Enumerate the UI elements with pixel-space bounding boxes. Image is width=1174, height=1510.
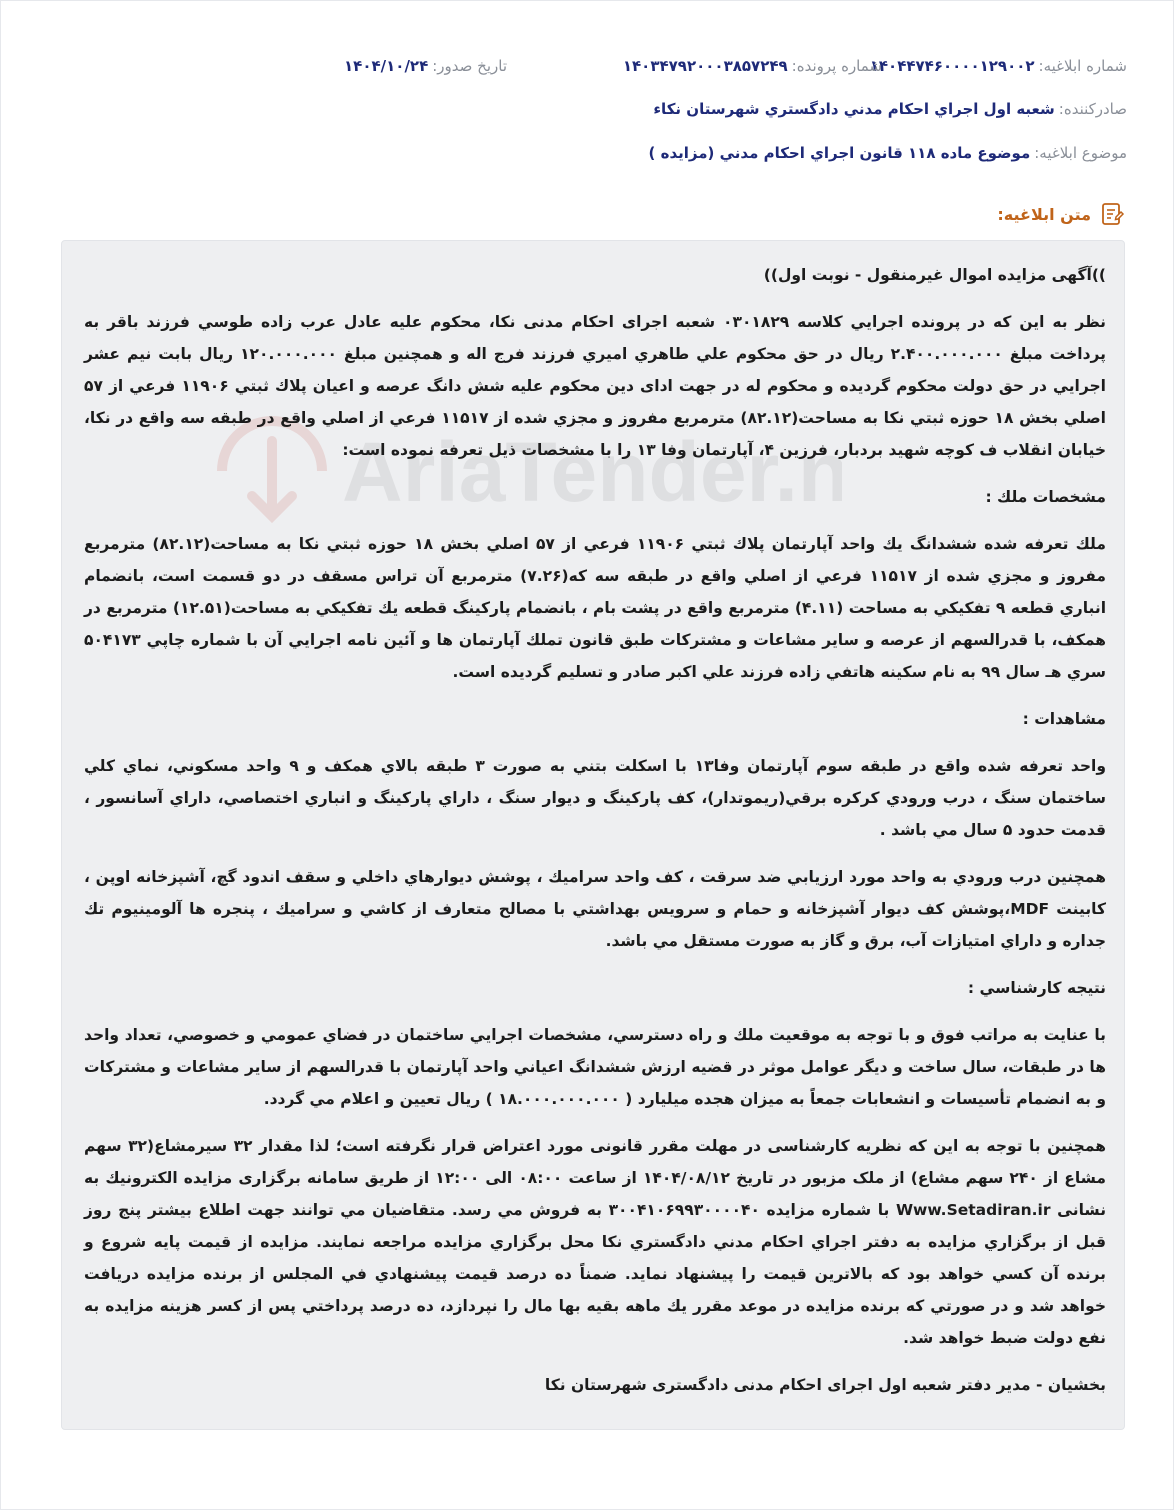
subject-value: موضوع ماده ۱۱۸ قانون اجراي احکام مدني (مزايده ) xyxy=(648,144,1031,162)
issuer-value: شعبه اول اجراي احکام مدني دادگستري شهرستان نکاء xyxy=(653,100,1055,118)
subject-row xyxy=(47,144,1127,162)
expert-result-paragraph: با عنايت به مراتب فوق و با توجه به موقعيت ملك و راه دسترسي، مشخصات اجرايي ساختمان در فضاي عمومي و خصوصي، تعداد واحد ها در طبقات، سال ساخت و ديگر عوامل موثر در قضيه ارزش ششدانگ اعياني واحد آپارتمان با قدرالسهم از ساير مشاعات و مشتركات و به انضمام تأسيسات و انشعابات جمعاً به ميزان هجده ميليارد ( ۱۸.۰۰۰.۰۰۰.۰۰۰ ) ريال تعيين و اعلام مي گردد. xyxy=(84,1026,1106,1108)
issue-date-value: ۱۴۰۴/۱۰/۲۴ xyxy=(344,57,429,75)
notice-text-heading xyxy=(997,201,1125,227)
notice-content-box xyxy=(61,240,1125,1430)
case-number-value: ۱۴۰۳۴۷۹۲۰۰۰۳۸۵۷۲۴۹ xyxy=(622,57,788,75)
property-specs-paragraph: ملك تعرفه شده ششدانگ يك واحد آپارتمان پلاك ثبتي ۱۱۹۰۶ فرعي از ۵۷ اصلي بخش ۱۸ حوزه ثبتي نكا به مساحت(۸۲.۱۲) مترمربع مفروز و مجزي شده از ۱۱۵۱۷ فرعي از اصلي واقع در طبقه سه كه(۷.۲۶) مترمربع آن تراس مسقف در دو قسمت است، بانضمام انباري قطعه ۹ تفكيكي به مساحت (۴.۱۱) مترمربع واقع در پشت بام ، بانضمام پاركينگ قطعه يك تفكيكي به مساحت(۱۲.۵۱) مترمربع در همكف، با قدرالسهم از عرصه و ساير مشاعات و مشتركات طبق قانون تملك آپارتمان ها و آئين نامه اجرايي آن با شماره چاپي ۵۰۴۱۷۳ سري هـ سال ۹۹ به نام سكينه هاتفي زاده فرزند علي اكبر صادر و تسليم گرديده است. xyxy=(84,535,1107,681)
notice-meta-row xyxy=(47,57,1127,75)
expert-result-heading: نتيجه كارشناسي : xyxy=(967,979,1106,997)
observations-paragraph-2: همچنين درب ورودي به واحد مورد ارزيابي ضد سرقت ، كف واحد سراميك ، پوشش ديوارهاي داخلي و سقف اندود گچ، آشپزخانه اوپن ، كابينت MDF،پوشش كف ديوار آشپزخانه و حمام و سرويس بهداشتي با مصالح متعارف از كاشي و سراميك ، پنجره ها آلومينيوم تك جداره و داراي امتيازات آب، برق و گاز به صورت مستقل مي باشد. xyxy=(84,868,1106,950)
issue-date xyxy=(344,57,507,75)
case-number-label: شماره پرونده: xyxy=(791,57,882,75)
observations-paragraph-1: واحد تعرفه شده واقع در طبقه سوم آپارتمان وفا۱۳ با اسكلت بتني به صورت ۳ طبقه بالاي همكف و ۹ واحد مسكوني، نماي كلي ساختمان سنگ ، درب ورودي كركره برقي(ريموتدار)، كف پاركينگ و ديوار سنگ ، داراي پاركينگ و انباري اختصاصي، داراي آسانسور ، قدمت حدود ۵ سال مي باشد . xyxy=(84,757,1106,839)
issuer-label: صادرکننده: xyxy=(1058,100,1127,118)
notice-title-paragraph: ))آگهی مزايده اموال غيرمنقول - نوبت اول)) xyxy=(763,266,1106,284)
watermark-text: AriaTender.n xyxy=(342,425,842,519)
notice-number-label: شماره ابلاغيه: xyxy=(1038,57,1127,75)
issuer-row xyxy=(47,100,1127,118)
signature-line: بخشيان - مدير دفتر شعبه اول اجرای احكام مدنی دادگستری شهرستان نكا xyxy=(544,1376,1106,1394)
notice-text-title: متن ابلاغيه: xyxy=(997,204,1091,224)
auction-details-paragraph: همچنين با توجه به اين كه نظريه كارشناسی در مهلت مقرر قانونی مورد اعتراض قرار نگرفته است؛ لذا مقدار ۳۲ سيرمشاع(۳۲ سهم مشاع از ۲۴۰ سهم مشاع) از ملک مزبور در تاريخ ۱۴۰۴/۰۸/۱۲ از ساعت ۰۸:۰۰ الی ۱۲:۰۰ از طريق سامانه برگزاری مزايده الكترونيك به نشانی Www.Setadiran.ir با شماره مزايده ۳۰۰۴۱۰۶۹۹۳۰۰۰۰۴۰ به فروش مي رسد. متقاضيان مي توانند جهت اطلاع بيشتر پنج روز قبل از برگزاري مزايده به دفتر اجراي احكام مدني دادگستري نكا محل برگزاري مزايده مراجعه نمايند. مزايده از قيمت پايه شروع و برنده آن كسي خواهد بود كه بالاترين قيمت را پيشنهاد نمايد. ضمناً ده درصد قيمت پيشنهادي في المجلس از برنده مزايده دريافت خواهد شد و در صورتي كه برنده مزايده در موعد مقرر يك ماهه بقيه بها مال را نپردازد، ده درصد پرداختي پس از كسر هزينه مزايده به نفع دولت ضبط خواهد شد. xyxy=(84,1137,1107,1347)
notice-number-value: ۱۴۰۴۴۷۴۶۰۰۰۰۱۲۹۰۰۲ xyxy=(869,57,1035,75)
case-number xyxy=(507,57,882,75)
subject-label: موضوع ابلاغيه: xyxy=(1034,144,1127,162)
observations-heading: مشاهدات : xyxy=(1022,710,1106,728)
issue-date-label: تاريخ صدور: xyxy=(432,57,507,75)
property-specs-heading: مشخصات ملك : xyxy=(985,488,1106,506)
notice-paragraph-intro: نظر به اين که در پرونده اجرايي كلاسه ۰۳۰۱۸۲۹ شعبه اجرای احکام مدنی نکا، محکوم عليه عادل عرب زاده طوسي فرزند باقر به پرداخت مبلغ ۲.۴۰۰.۰۰۰.۰۰۰ ريال در حق محكوم علي طاهري اميري فرزند فرج اله و همچنين مبلغ ۱۲۰.۰۰۰.۰۰۰ ريال بابت نيم عشر اجرايي در حق دولت محكوم گرديده و محکوم له در جهت ادای دين محکوم عليه شش دانگ عرصه و اعيان پلاك ثبتي ۱۱۹۰۶ فرعي از ۵۷ اصلي بخش ۱۸ حوزه ثبتي نكا به مساحت(۸۲.۱۲) مترمربع مفروز و مجزي شده از ۱۱۵۱۷ فرعي از اصلي واقع در طبقه سه واقع در نكا، خيابان انقلاب ف کوچه شهيد بردبار، فرزين ۴، آپارتمان وفا ۱۳ را با مشخصات ذيل تعرفه نموده است: xyxy=(84,313,1106,459)
document-note-icon xyxy=(1099,201,1125,227)
notice-number xyxy=(869,57,1127,75)
